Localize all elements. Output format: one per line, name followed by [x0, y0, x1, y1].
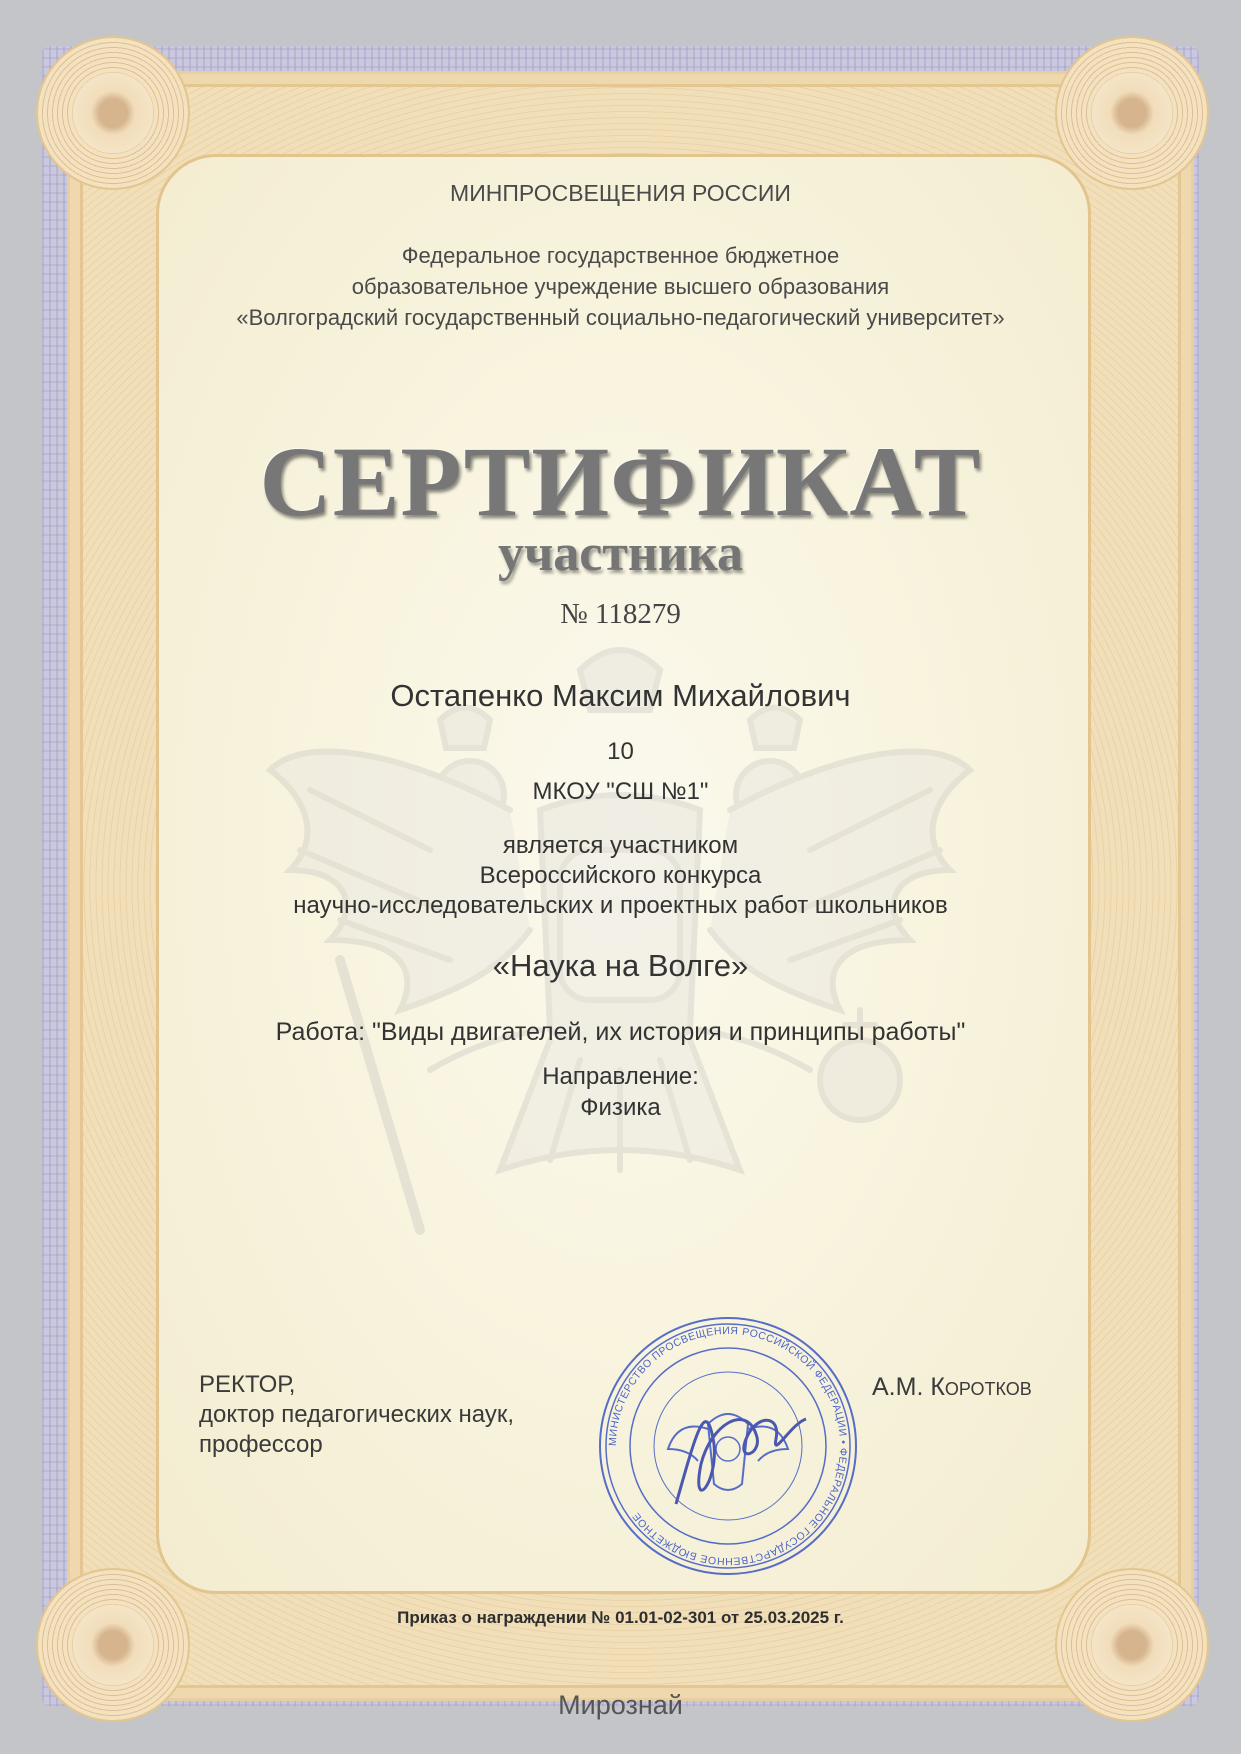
corner-rosette — [1055, 36, 1209, 190]
direction-block — [0, 1061, 1241, 1123]
participant-grade: 10 — [607, 738, 634, 765]
participation-statement — [0, 831, 1241, 921]
participant-name: Остапенко Максим Михайлович — [390, 678, 851, 713]
university-line: «Волгоградский государственный социально-педагогический университет» — [236, 305, 1005, 330]
signatory-line: профессор — [199, 1431, 323, 1458]
certificate-number: № 118279 — [560, 598, 681, 630]
signatory-initials: А.М. — [872, 1373, 931, 1401]
contest-name: «Наука на Волге» — [492, 948, 749, 983]
signatory-title — [199, 1370, 514, 1460]
svg-text:МИНИСТЕРСТВО ПРОСВЕЩЕНИЯ РОССИ — [607, 1325, 849, 1567]
statement-line: научно-исследовательских и проектных работ школьников — [293, 892, 948, 919]
signatory-line: доктор педагогических наук, — [199, 1401, 515, 1428]
direction-label: Направление: — [542, 1063, 699, 1090]
university-line: Федеральное государственное бюджетное — [401, 243, 840, 268]
signatory-surname: Коротков — [930, 1373, 1032, 1401]
direction-value: Физика — [580, 1094, 661, 1121]
official-seal — [596, 1314, 860, 1578]
participant-school: МКОУ "СШ №1" — [532, 778, 709, 805]
statement-line: является участником — [502, 832, 739, 859]
university-line: образовательное учреждение высшего образования — [351, 274, 890, 299]
certificate-subtitle: участника — [497, 525, 744, 582]
corner-rosette — [36, 36, 190, 190]
brand-name: Мирознай — [558, 1690, 683, 1720]
ministry-header: МИНПРОСВЕЩЕНИЯ РОССИИ — [450, 180, 791, 206]
statement-line: Всероссийского конкурса — [479, 862, 762, 889]
signatory-line: РЕКТОР, — [199, 1371, 296, 1398]
signatory-name — [872, 1373, 1032, 1402]
university-name — [0, 240, 1241, 333]
seal-text: МИНИСТЕРСТВО ПРОСВЕЩЕНИЯ РОССИЙСКОЙ ФЕДЕРАЦИИ • ФЕДЕРАЛЬНОЕ ГОСУДАРСТВЕННОЕ БЮДЖЕТНОЕ — [606, 1324, 850, 1568]
certificate-title: СЕРТИФИКАТ — [259, 426, 982, 537]
award-order: Приказ о награждении № 01.01-02-301 от 25.03.2025 г. — [397, 1608, 844, 1627]
work-title: Работа: "Виды двигателей, их история и принципы работы" — [275, 1018, 966, 1046]
